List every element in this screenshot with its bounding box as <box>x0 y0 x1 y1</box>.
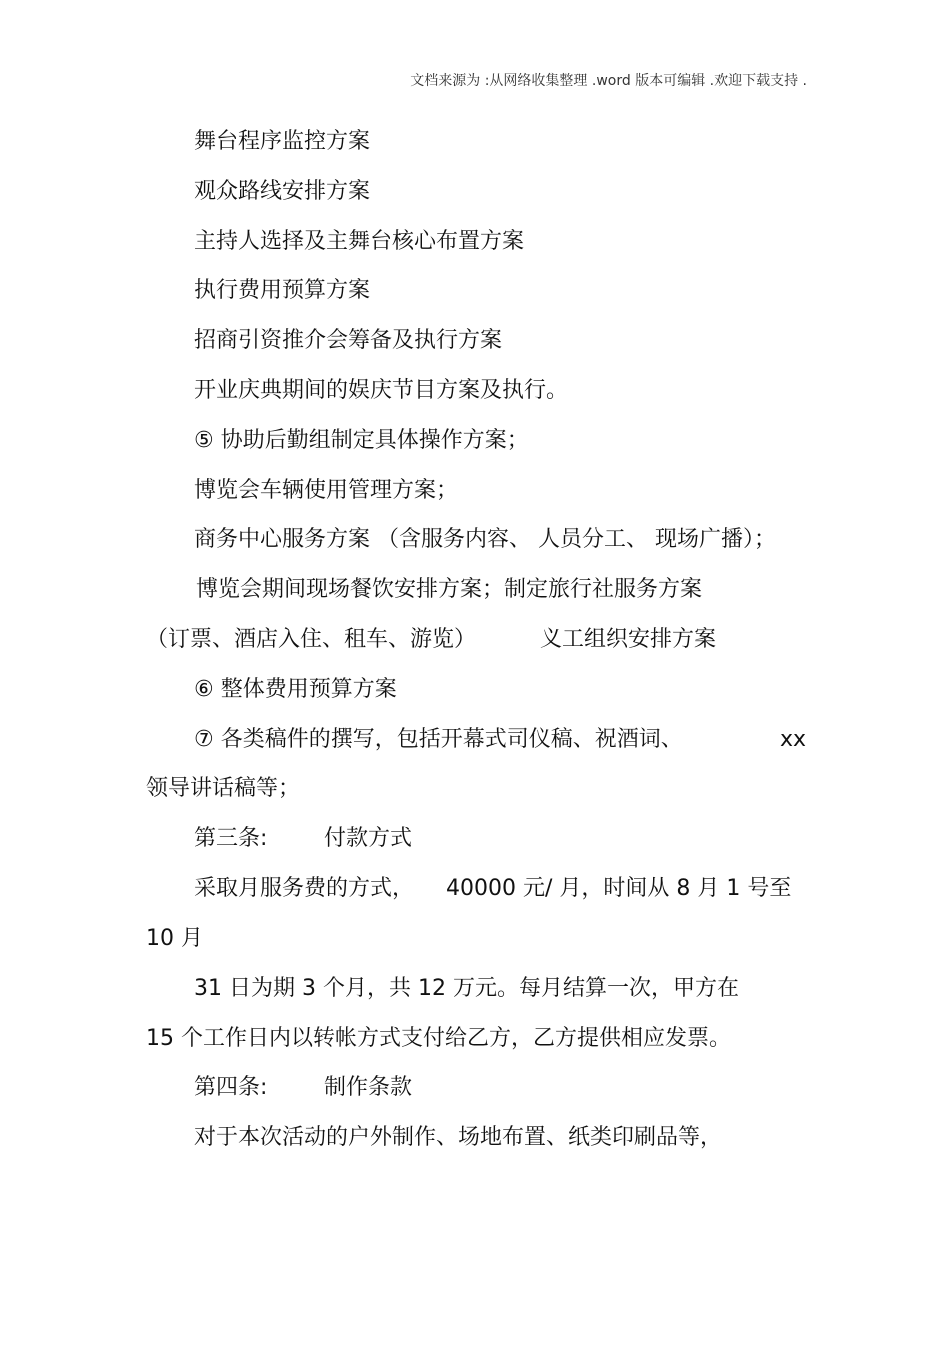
item-stage-monitoring: 舞台程序监控方案 <box>194 129 371 154</box>
payment-line-1b: 40000 元/ 月，时间从 8 月 1 号至 <box>446 876 792 901</box>
source-header: 文档来源为 :从网络收集整理 .word 版本可编辑 .欢迎下载支持 . <box>410 73 807 89</box>
article-four-label: 第四条: <box>194 1075 268 1100</box>
article-four-title: 制作条款 <box>324 1075 413 1100</box>
payment-line-2: 10 月 <box>146 926 203 951</box>
item-manuscripts-cont: 领导讲话稿等； <box>146 776 301 801</box>
item-volunteer-plan: 义工组织安排方案 <box>540 627 717 652</box>
item-investment-promotion: 招商引资推介会筹备及执行方案 <box>194 328 503 353</box>
payment-line-3: 31 日为期 3 个月，共 12 万元。每月结算一次，甲方在 <box>194 976 739 1001</box>
item-manuscripts-xx: xx <box>780 727 807 752</box>
item-host-selection: 主持人选择及主舞台核心布置方案 <box>194 229 525 254</box>
production-line-1: 对于本次活动的户外制作、场地布置、纸类印刷品等， <box>194 1125 723 1150</box>
item-travel-details: （订票、酒店入住、租车、游览） <box>146 627 477 652</box>
item-logistics-assist: ⑤ 协助后勤组制定具体操作方案； <box>194 428 529 453</box>
item-manuscripts: ⑦ 各类稿件的撰写，包括开幕式司仪稿、祝酒词、 <box>194 727 683 752</box>
item-catering-travel: 博览会期间现场餐饮安排方案；制定旅行社服务方案 <box>196 577 703 602</box>
item-celebration-program: 开业庆典期间的娱庆节目方案及执行。 <box>194 378 569 403</box>
item-execution-budget: 执行费用预算方案 <box>194 278 371 303</box>
article-three-title: 付款方式 <box>324 826 413 851</box>
payment-line-1a: 采取月服务费的方式， <box>194 876 415 901</box>
item-vehicle-management: 博览会车辆使用管理方案； <box>194 478 459 503</box>
payment-line-4: 15 个工作日内以转帐方式支付给乙方，乙方提供相应发票。 <box>146 1026 731 1051</box>
article-three-label: 第三条: <box>194 826 268 851</box>
item-overall-budget: ⑥ 整体费用预算方案 <box>194 677 397 702</box>
item-audience-route: 观众路线安排方案 <box>194 179 371 204</box>
item-business-center: 商务中心服务方案 （含服务内容、 人员分工、 现场广播）； <box>194 527 776 552</box>
